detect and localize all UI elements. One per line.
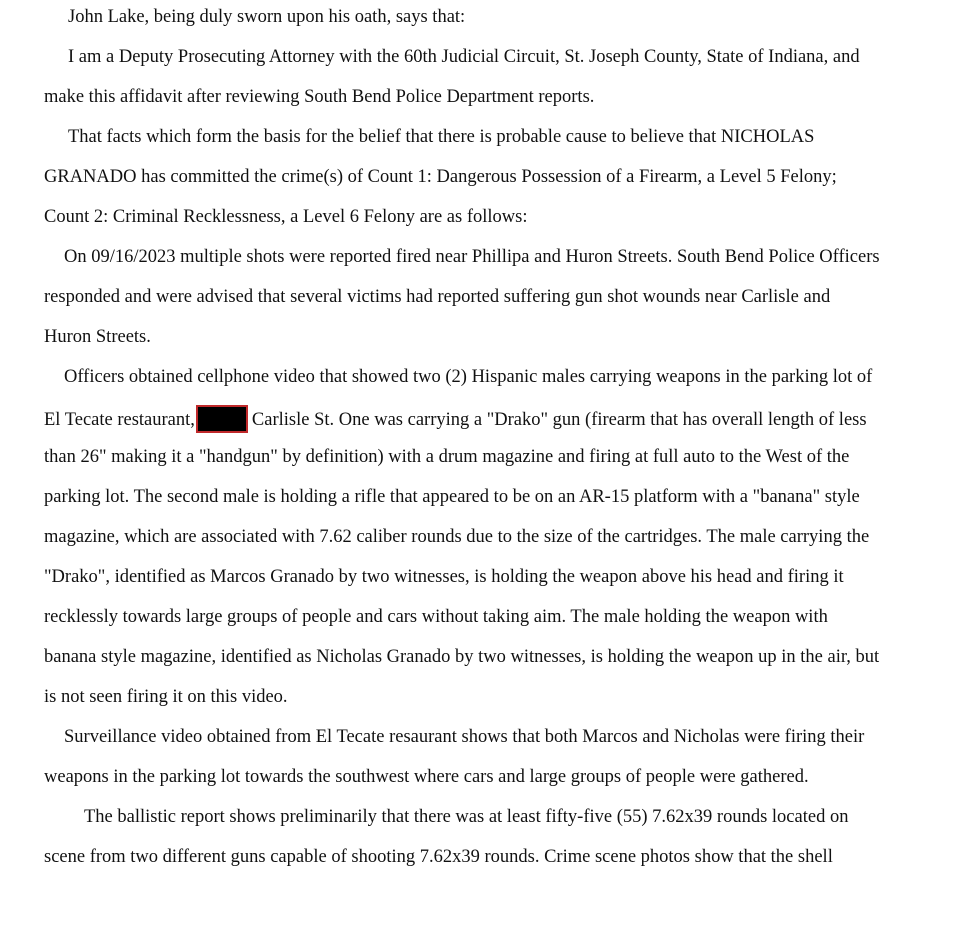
text-line: weapons in the parking lot towards the southwest where cars and large groups of people were gathered. (44, 767, 809, 787)
text-line: That facts which form the basis for the belief that there is probable cause to believe that NICHOLAS (68, 127, 815, 147)
text-line: I am a Deputy Prosecuting Attorney with the 60th Judicial Circuit, St. Joseph County, State of Indiana, and (68, 47, 860, 67)
text-line: John Lake, being duly sworn upon his oath, says that: (68, 7, 466, 27)
text-line: parking lot. The second male is holding a rifle that appeared to be on an AR-15 platform with a "banana" style (44, 487, 860, 507)
text-line-with-redaction (44, 405, 867, 433)
text-line: Huron Streets. (44, 327, 151, 347)
text-line: The ballistic report shows preliminarily that there was at least fifty-five (55) 7.62x39 rounds located on (84, 807, 849, 827)
text-line: is not seen firing it on this video. (44, 687, 288, 707)
text-line: scene from two different guns capable of shooting 7.62x39 rounds. Crime scene photos show that the shell (44, 847, 833, 867)
text-line: than 26" making it a "handgun" by definition) with a drum magazine and firing at full auto to the West of the (44, 447, 850, 467)
text-line: magazine, which are associated with 7.62 caliber rounds due to the size of the cartridges. The male carrying the (44, 527, 870, 547)
text-line: Surveillance video obtained from El Tecate resaurant shows that both Marcos and Nicholas were firing their (64, 727, 865, 747)
text-line: Count 2: Criminal Recklessness, a Level 6 Felony are as follows: (44, 207, 528, 227)
text-line: On 09/16/2023 multiple shots were reported fired near Phillipa and Huron Streets. South Bend Police Officers (64, 247, 880, 267)
text-line: responded and were advised that several victims had reported suffering gun shot wounds near Carlisle and (44, 287, 831, 307)
text-line: Officers obtained cellphone video that showed two (2) Hispanic males carrying weapons in the parking lot of (64, 367, 873, 387)
text-line: banana style magazine, identified as Nicholas Granado by two witnesses, is holding the weapon up in the air, but (44, 647, 880, 667)
text-after-redaction: Carlisle St. One was carrying a "Drako" gun (firearm that has overall length of less (251, 410, 867, 430)
text-line: "Drako", identified as Marcos Granado by two witnesses, is holding the weapon above his head and firing it (44, 567, 844, 587)
text-before-redaction: El Tecate restaurant, (44, 410, 195, 430)
redaction-box (196, 405, 248, 433)
text-line: GRANADO has committed the crime(s) of Count 1: Dangerous Possession of a Firearm, a Level 5 Felony; (44, 167, 837, 187)
text-line: make this affidavit after reviewing South Bend Police Department reports. (44, 87, 595, 107)
text-line: recklessly towards large groups of people and cars without taking aim. The male holding the weapon with (44, 607, 828, 627)
